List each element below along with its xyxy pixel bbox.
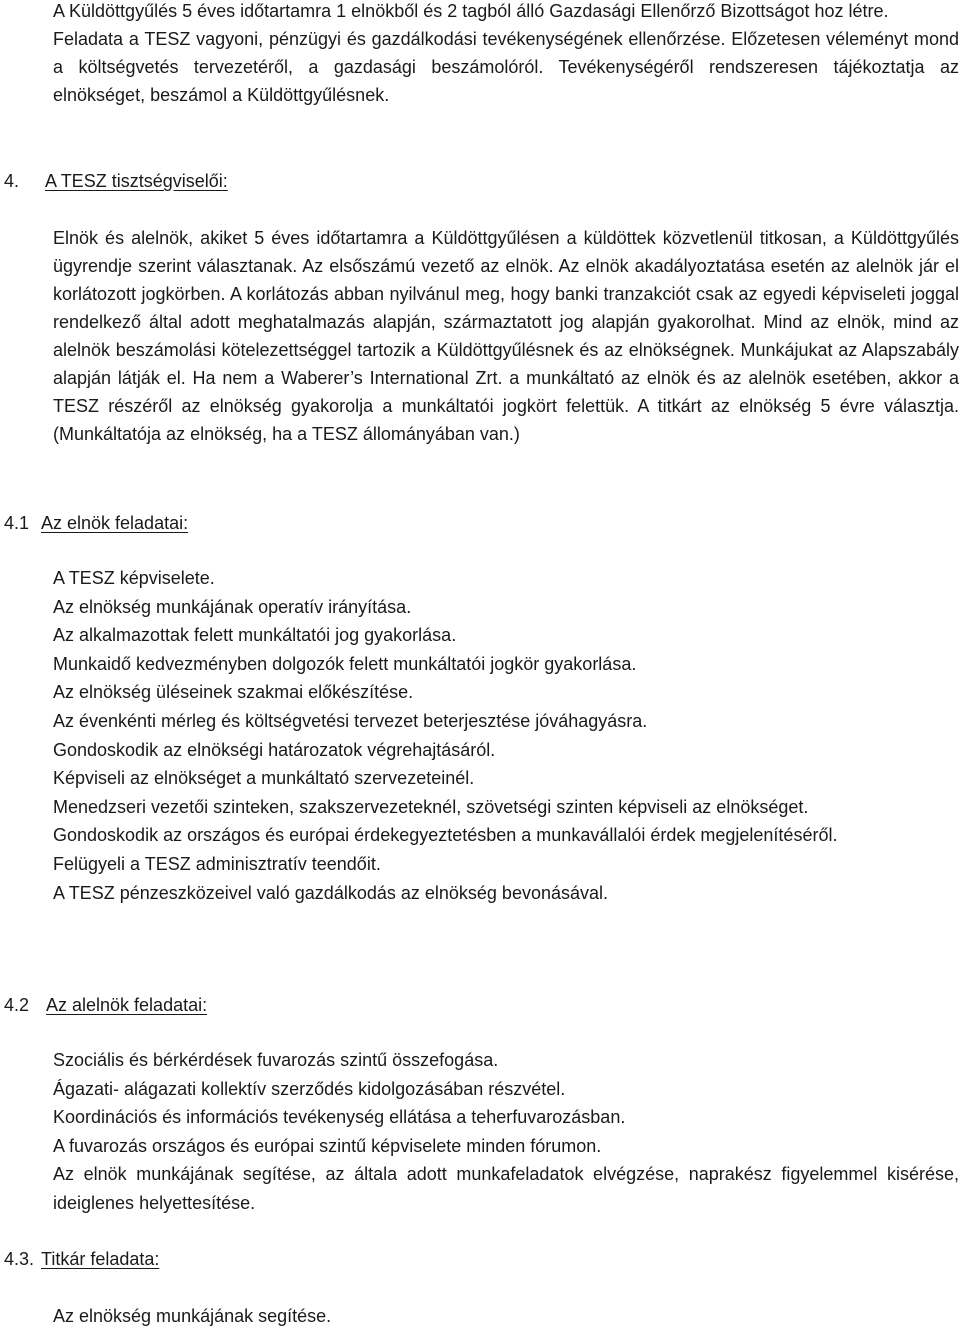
list-item: Munkaidő kedvezményben dolgozók felett munkáltatói jogkör gyakorlása. xyxy=(53,653,637,674)
section-4-1-number: 4.1 xyxy=(4,513,30,533)
intro-paragraph-1: A Küldöttgyűlés 5 éves időtartamra 1 elnökből és 2 tagból álló Gazdasági Ellenőrző Bizottságot hoz létre. xyxy=(53,1,889,21)
list-item: Ágazati- alágazati kollektív szerződés kidolgozásában részvétel. xyxy=(53,1078,566,1099)
section-4-3-title: Titkár feladata: xyxy=(41,1249,160,1269)
section-4-2-heading xyxy=(4,991,207,1019)
section-4-2-number: 4.2 xyxy=(4,995,30,1015)
list-item: Az évenkénti mérleg és költségvetési tervezet beterjesztése jóváhagyásra. xyxy=(53,710,648,731)
section-4-2-list xyxy=(53,1046,959,1218)
list-item: A fuvarozás országos és európai szintű képviselete minden fórumon. xyxy=(53,1135,602,1156)
section-4-body: Elnök és alelnök, akiket 5 éves időtartamra a Küldöttgyűlésen a küldöttek közvetlenül titkosan, a Küldöttgyűlés ügyrendje szerint választanak. Az elsőszámú vezető az elnök. Az elnök akadályoztatása esetén az alelnök jár el korlátozott jogkörben. A korlátozás abban nyilvánul meg, hogy banki tranzakciót csak az egyedi képviseleti joggal rendelkező által adott meghatalmazás alapján, származtatott jog alapján gyakorolhat. Mind az elnök, mind az alelnök beszámolási kötelezettséggel tartozik a Küldöttgyűlésnek és az elnökségnek. Munkájukat az Alapszabály alapján látják el. Ha nem a Waberer’s International Zrt. a munkáltató az elnök és az alelnök esetében, akkor a TESZ részéről az elnökség gyakorolja a munkáltatói jogkört felettük. A titkárt az elnökség 5 évre választja. (Munkáltatója az elnökség, ha a TESZ állományában van.) xyxy=(53,228,959,444)
list-item: Gondoskodik az elnökségi határozatok végrehajtásáról. xyxy=(53,739,496,760)
section-4-heading xyxy=(4,167,228,195)
intro-paragraph-2: Feladata a TESZ vagyoni, pénzügyi és gazdálkodási tevékenységének ellenőrzése. Előzetesen véleményt mond a költségvetés tervezetéről, a gazdasági beszámolóról. Tevékenységéről rendszeresen tájékoztatja az elnökséget, beszámol a Küldöttgyűlésnek. xyxy=(53,29,959,105)
list-item: Szociális és bérkérdések fuvarozás szintű összefogása. xyxy=(53,1050,499,1070)
list-item: Az elnökség üléseinek szakmai előkészítése. xyxy=(53,682,414,703)
list-item: Gondoskodik az országos és európai érdekegyeztetésben a munkavállalói érdek megjelenítéséről. xyxy=(53,825,838,846)
section-4-2-title: Az alelnök feladatai: xyxy=(46,995,208,1015)
list-item: Az elnökség munkájának segítése. xyxy=(53,1306,332,1326)
section-4-1-title: Az elnök feladatai: xyxy=(41,513,189,533)
intro-block xyxy=(53,0,959,109)
section-4-3-number: 4.3. xyxy=(4,1249,35,1269)
section-4-title: A TESZ tisztségviselői: xyxy=(45,171,228,191)
list-item: Koordinációs és információs tevékenység ellátása a teherfuvarozásban. xyxy=(53,1107,626,1128)
section-4-3-heading xyxy=(4,1245,159,1273)
list-item: Képviseli az elnökséget a munkáltató szervezeteinél. xyxy=(53,768,475,789)
list-item: A TESZ pénzeszközeivel való gazdálkodás az elnökség bevonásával. xyxy=(53,882,609,903)
section-4-number: 4. xyxy=(4,171,20,191)
section-4-1-list xyxy=(53,564,959,907)
list-item: Az elnökség munkájának operatív irányítása. xyxy=(53,596,412,617)
section-4-3-list xyxy=(53,1302,959,1331)
list-item: Az alkalmazottak felett munkáltatói jog gyakorlása. xyxy=(53,625,457,646)
section-4-1-heading xyxy=(4,509,188,537)
list-item: Az elnök munkájának segítése, az általa adott munkafeladatok elvégzése, naprakész figyelemmel kisérése, ideiglenes helyettesítése. xyxy=(53,1164,959,1213)
list-item: Felügyeli a TESZ adminisztratív teendőit. xyxy=(53,853,381,874)
list-item: Menedzseri vezetői szinteken, szakszervezeteknél, szövetségi szinten képviseli az elnökséget. xyxy=(53,796,809,817)
list-item: A TESZ képviselete. xyxy=(53,568,215,588)
